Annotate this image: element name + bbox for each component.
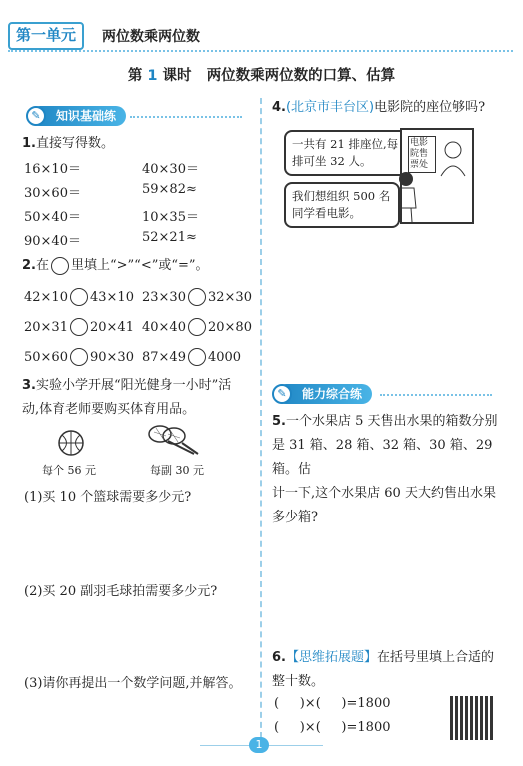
q6-equation[interactable]: ( )×( )=1800 [274,720,391,735]
compare-circle[interactable] [70,348,88,366]
q3-label: 3. [22,378,36,393]
q3-sub3: (3)请你再提出一个数学问题,并解答。 [24,676,242,691]
racket-price: 每副 30 元 [150,464,204,477]
compare-right: 43×10 [89,289,134,305]
q1-text: 直接写得数。 [35,136,114,151]
q2-text-before: 在 [35,258,49,273]
q5-line1: 一个水果店 5 天售出水果的箱数分别 [285,414,498,429]
compare-left: 50×60 [24,349,68,365]
section-dots [380,394,492,396]
ball-price: 每个 56 元 [42,464,96,477]
lesson-prefix: 第 [127,68,143,84]
ticket-seller-icon [438,138,468,178]
compare-right: 32×30 [207,289,252,305]
compare-circle[interactable] [188,348,206,366]
compare-circle[interactable] [70,318,88,336]
lesson-number: 1 [147,68,158,84]
section-dots [130,116,242,118]
section-badge-ability: 能力综合练 [276,384,372,404]
q1-item: 90×40＝ [24,234,81,249]
q4-text: 电影院的座位够吗? [374,100,486,115]
badminton-racket-icon [146,424,202,458]
compare-item [24,288,134,306]
compare-item [24,348,134,366]
q5-line4: 多少箱? [272,510,318,525]
compare-right: 4000 [207,349,242,365]
header-divider [8,50,513,52]
compare-right: 90×30 [89,349,134,365]
q4-title [272,96,485,120]
compare-left: 87×49 [142,349,186,365]
basketball-icon [56,428,88,458]
q6-tag: 【思维拓展题】 [285,650,377,665]
speech-bubble: 我们想组织 500 名同学看电影。 [284,182,400,228]
q5-line2: 是 31 箱、28 箱、32 箱、30 箱、29 箱。估 [272,438,493,477]
compare-item [24,318,134,336]
compare-right: 20×41 [89,319,134,335]
q1-item: 52×21≈ [142,230,197,245]
compare-item [142,318,252,336]
compare-left: 20×31 [24,319,68,335]
q6-label: 6. [272,650,286,665]
q6-line1: 在括号里填上合适的 [377,650,495,665]
q1-label: 1. [22,136,36,151]
lesson-topic: 两位数乘两位数的口算、估算 [206,68,396,84]
q6-text [272,646,512,694]
q2-label: 2. [22,258,36,273]
compare-circle[interactable] [188,288,206,306]
q4-label: 4. [272,100,286,115]
unit-title: 两位数乘两位数 [102,29,200,45]
compare-left: 42×10 [24,289,68,305]
compare-left: 23×30 [142,289,186,305]
q1-item: 50×40＝ [24,210,81,225]
q1-item: 30×60＝ [24,186,81,201]
qr-code-icon [450,696,494,740]
page-number: 1 [249,737,269,753]
knowledge-icon: ✎ [26,106,46,126]
q3-line1: 实验小学开展“阳光健身一小时”活 [35,378,232,393]
compare-left: 40×40 [142,319,186,335]
q3-sub2: (2)买 20 副羽毛球拍需要多少元? [24,584,218,599]
q2-text-after: 里填上“>”“<”或“=”。 [71,258,209,273]
compare-circle[interactable] [70,288,88,306]
q1-item: 59×82≈ [142,182,197,197]
q5-label: 5. [272,414,286,429]
q5-line3: 计一下,这个水果店 60 天大约售出水果 [272,486,496,501]
seat-info-sign: 一共有 21 排座位,每排可坐 32 人。 [284,130,408,176]
lesson-suffix: 课时 [162,68,192,84]
column-divider [260,98,262,738]
q3-line2: 动,体育老师要购买体育用品。 [22,402,196,417]
q6-equation[interactable]: ( )×( )=1800 [274,696,391,711]
q5-text [272,410,512,530]
q2-title [22,254,209,278]
ability-icon: ✎ [272,384,292,404]
unit-label: 第一单元 [8,22,84,50]
blank-circle-icon [51,257,69,275]
section-badge-basic: 知识基础练 [30,106,126,126]
compare-item [142,288,252,306]
q1-item: 10×35＝ [142,210,199,225]
lesson-title [0,64,523,85]
compare-item [142,348,241,366]
q3-sub1: (1)买 10 个篮球需要多少元? [24,490,192,505]
compare-right: 20×80 [207,319,252,335]
q6-line2: 整十数。 [272,674,325,689]
q1-title [22,132,114,156]
q1-item: 40×30＝ [142,162,199,177]
q1-item: 16×10＝ [24,162,81,177]
booth-sign: 电影院售票处 [408,136,436,173]
q4-source-tag: (北京市丰台区) [285,100,375,115]
compare-circle[interactable] [188,318,206,336]
q3-title [22,374,252,422]
